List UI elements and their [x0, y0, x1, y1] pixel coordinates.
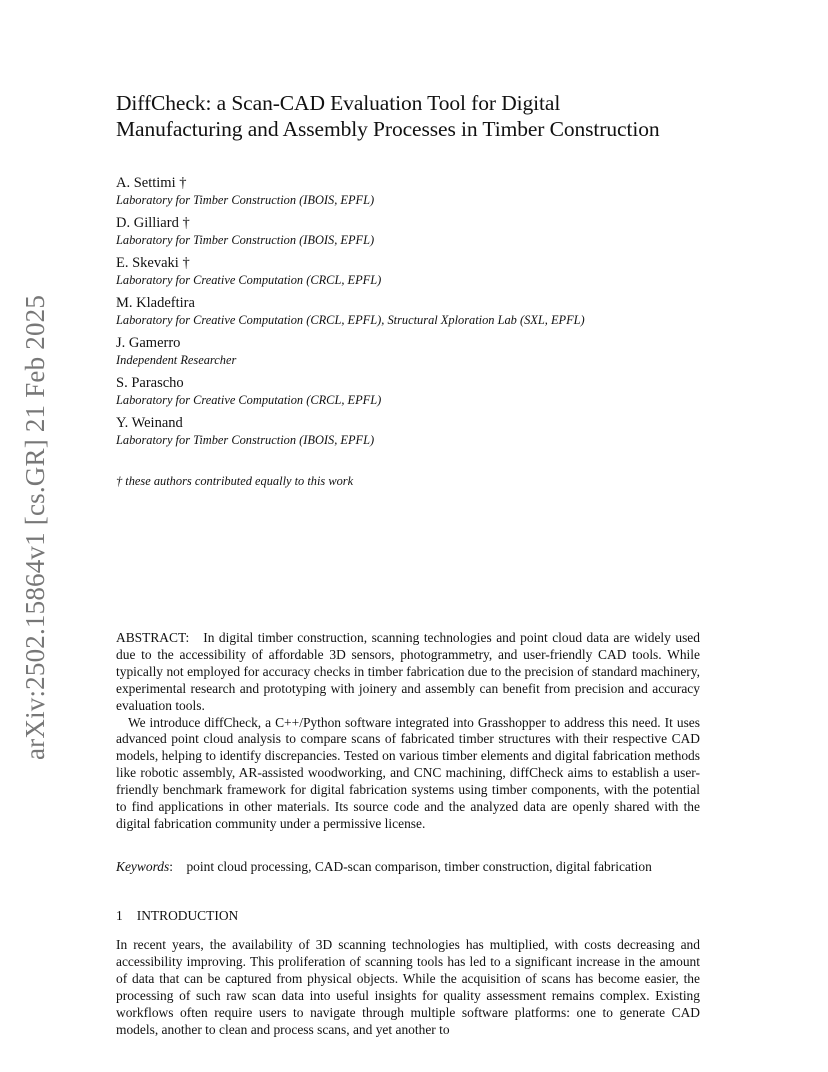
- arxiv-identifier-stamp: arXiv:2502.15864v1 [cs.GR] 21 Feb 2025: [20, 294, 50, 760]
- introduction-paragraph: In recent years, the availability of 3D scanning technologies has multiplied, with costs decreasing and accessibility improving. This proliferation of scanning tools has led to a significant increase in the amount of data that can be captured from physical objects. While the acquisition of scans has become easier, the processing of such raw scan data into useful insights for quality assessment remains complex. Existing workflows often require users to navigate through multiple software platforms: one to generate CAD models, another to clean and process scans, and yet another to: [116, 937, 700, 1037]
- author-affiliation: Independent Researcher: [116, 353, 237, 367]
- paper-page: [116, 90, 700, 1037]
- keywords-label: Keywords: [116, 859, 170, 874]
- keywords: Keywords: point cloud processing, CAD-scan comparison, timber construction, digital fabrication: [116, 859, 652, 874]
- keywords-text: point cloud processing, CAD-scan comparison, timber construction, digital fabrication: [186, 859, 652, 874]
- author-entry: [116, 414, 700, 448]
- author-affiliation: Laboratory for Timber Construction (IBOIS, EPFL): [116, 193, 375, 207]
- author-name: E. Skevaki †: [116, 255, 190, 271]
- abstract-label: ABSTRACT:: [116, 630, 190, 645]
- author-affiliation: Laboratory for Timber Construction (IBOIS, EPFL): [116, 233, 375, 247]
- abstract: [116, 630, 700, 833]
- abstract-text-1: In digital timber construction, scanning technologies and point cloud data are widely used due to the accessibility of affordable 3D sensors, photogrammetry, and user-friendly CAD tools. While typically not employed for accuracy checks in timber fabrication due to the precision of standard machinery, experimental research and prototyping with joinery and assembly can benefit from precision and accuracy evaluation tools.: [116, 630, 700, 713]
- author-affiliation: Laboratory for Creative Computation (CRCL, EPFL): [116, 273, 382, 287]
- author-affiliation: Laboratory for Timber Construction (IBOIS, EPFL): [116, 433, 375, 447]
- section-number: 1: [116, 908, 123, 923]
- author-name: J. Gamerro: [116, 335, 181, 351]
- author-affiliation: Laboratory for Creative Computation (CRCL, EPFL), Structural Xploration Lab (SXL, EPFL): [116, 313, 585, 327]
- author-entry: [116, 334, 700, 368]
- author-list: [116, 174, 700, 448]
- author-entry: [116, 374, 700, 408]
- author-entry: [116, 174, 700, 208]
- author-entry: [116, 254, 700, 288]
- title-line-2: Manufacturing and Assembly Processes in Timber Construction: [116, 117, 660, 141]
- author-entry: [116, 294, 700, 328]
- title-line-1: DiffCheck: a Scan-CAD Evaluation Tool for Digital: [116, 91, 561, 115]
- author-name: A. Settimi †: [116, 175, 187, 191]
- author-affiliation: Laboratory for Creative Computation (CRCL, EPFL): [116, 393, 382, 407]
- section-heading-introduction: [116, 907, 238, 924]
- equal-contribution-footnote: † these authors contributed equally to this work: [116, 474, 354, 488]
- abstract-paragraph-2: We introduce diffCheck, a C++/Python software integrated into Grasshopper to address this need. It uses advanced point cloud analysis to compare scans of fabricated timber structures with their respective CAD models, helping to identify discrepancies. Tested on various timber elements and digital fabrication methods like robotic assembly, AR-assisted woodworking, and CNC machining, diffCheck aims to establish a user-friendly benchmark framework for digital fabrication systems using timber components, with the potential to find applications in other materials. Its source code and the analyzed data are openly shared with the digital fabrication community under a permissive license.: [116, 714, 700, 831]
- author-name: S. Parascho: [116, 375, 184, 391]
- author-name: D. Gilliard †: [116, 215, 190, 231]
- abstract-paragraph-1: [116, 630, 700, 715]
- section-title: INTRODUCTION: [136, 908, 239, 923]
- paper-title: [116, 90, 700, 142]
- author-name: M. Kladeftira: [116, 295, 195, 311]
- author-name: Y. Weinand: [116, 415, 183, 431]
- author-entry: [116, 214, 700, 248]
